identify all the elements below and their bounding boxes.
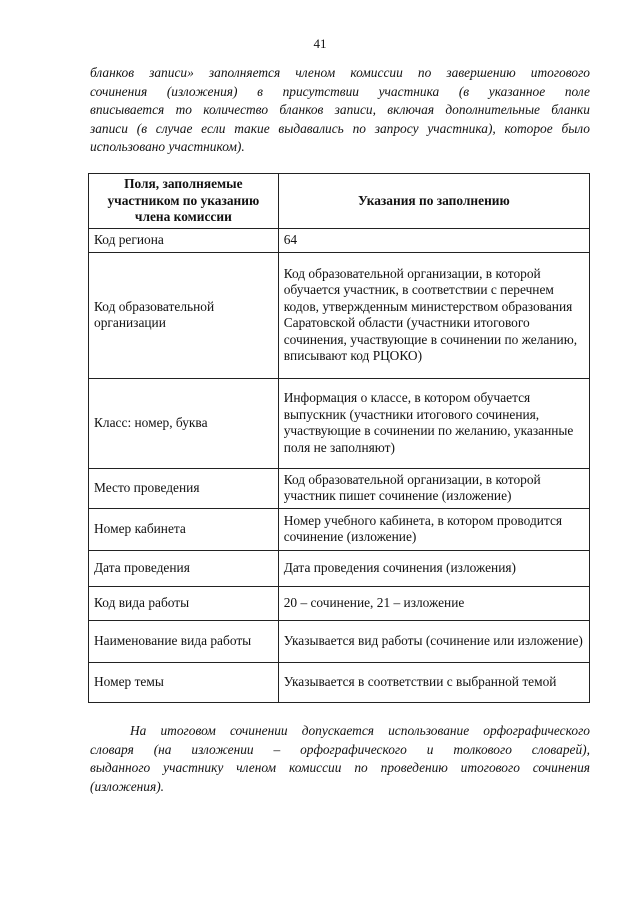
outro-line: (изложения). xyxy=(90,778,165,794)
instruction-cell: Номер учебного кабинета, в котором проводится сочинение (изложение) xyxy=(278,508,589,550)
field-cell: Класс: номер, буква xyxy=(89,378,279,468)
table-row xyxy=(89,252,590,378)
table-row xyxy=(89,620,590,662)
field-cell: Код вида работы xyxy=(89,586,279,620)
table-row xyxy=(89,550,590,586)
intro-line: бланков записи» заполняется членом комиссии по завершению итогового xyxy=(90,65,590,80)
field-cell: Код образовательной организации xyxy=(89,252,279,378)
field-cell: Наименование вида работы xyxy=(89,620,279,662)
outro-paragraph xyxy=(90,722,590,796)
table-row xyxy=(89,586,590,620)
instruction-cell: Указывается вид работы (сочинение или изложение) xyxy=(278,620,589,662)
field-cell: Дата проведения xyxy=(89,550,279,586)
table-row xyxy=(89,228,590,252)
page-number: 41 xyxy=(313,36,327,51)
intro-line: использовано участником). xyxy=(90,139,245,155)
instruction-cell: Дата проведения сочинения (изложения) xyxy=(278,550,589,586)
instruction-cell: Код образовательной организации, в которой обучается участник, в соответствии с перечнем кодов, утвержденным министерством образования Саратовской области (участники итогового сочинения, участвующие в сочинении по желанию, вписывают код РЦОКО) xyxy=(278,252,589,378)
outro-line: словаря (на изложении – орфографического и толкового словарей), xyxy=(90,741,590,757)
intro-line: вписывается то количество бланков записи, включая дополнительные бланки xyxy=(90,102,590,118)
outro-line: выданного участнику членом комиссии по проведению итогового сочинения xyxy=(90,760,590,776)
table-header-row xyxy=(89,174,590,229)
instruction-cell: 64 xyxy=(278,228,589,252)
table-row xyxy=(89,378,590,468)
instruction-cell: Информация о классе, в котором обучается выпускник (участники итогового сочинения, участвующие в сочинении по желанию, указанные поля не заполняют) xyxy=(278,378,589,468)
table-row xyxy=(89,508,590,550)
field-cell: Номер темы xyxy=(89,662,279,702)
header-fields: Поля, заполняемые участником по указанию члена комиссии xyxy=(89,174,279,229)
field-cell: Номер кабинета xyxy=(89,508,279,550)
instruction-cell: Код образовательной организации, в которой участник пишет сочинение (изложение) xyxy=(278,468,589,508)
intro-line: сочинения (изложения) в присутствии участника (в указанное поле xyxy=(90,83,590,99)
table-row xyxy=(89,468,590,508)
instruction-cell: Указывается в соответствии с выбранной темой xyxy=(278,662,589,702)
outro-line: На итоговом сочинении допускается использование орфографического xyxy=(130,723,590,738)
table-row xyxy=(89,662,590,702)
header-instructions: Указания по заполнению xyxy=(278,174,589,229)
instruction-cell: 20 – сочинение, 21 – изложение xyxy=(278,586,589,620)
field-cell: Место проведения xyxy=(89,468,279,508)
field-cell: Код региона xyxy=(89,228,279,252)
intro-line: записи (в случае если такие выдавались по запросу участника), которое было xyxy=(90,120,590,136)
fields-table xyxy=(88,173,590,703)
intro-paragraph xyxy=(90,64,590,157)
